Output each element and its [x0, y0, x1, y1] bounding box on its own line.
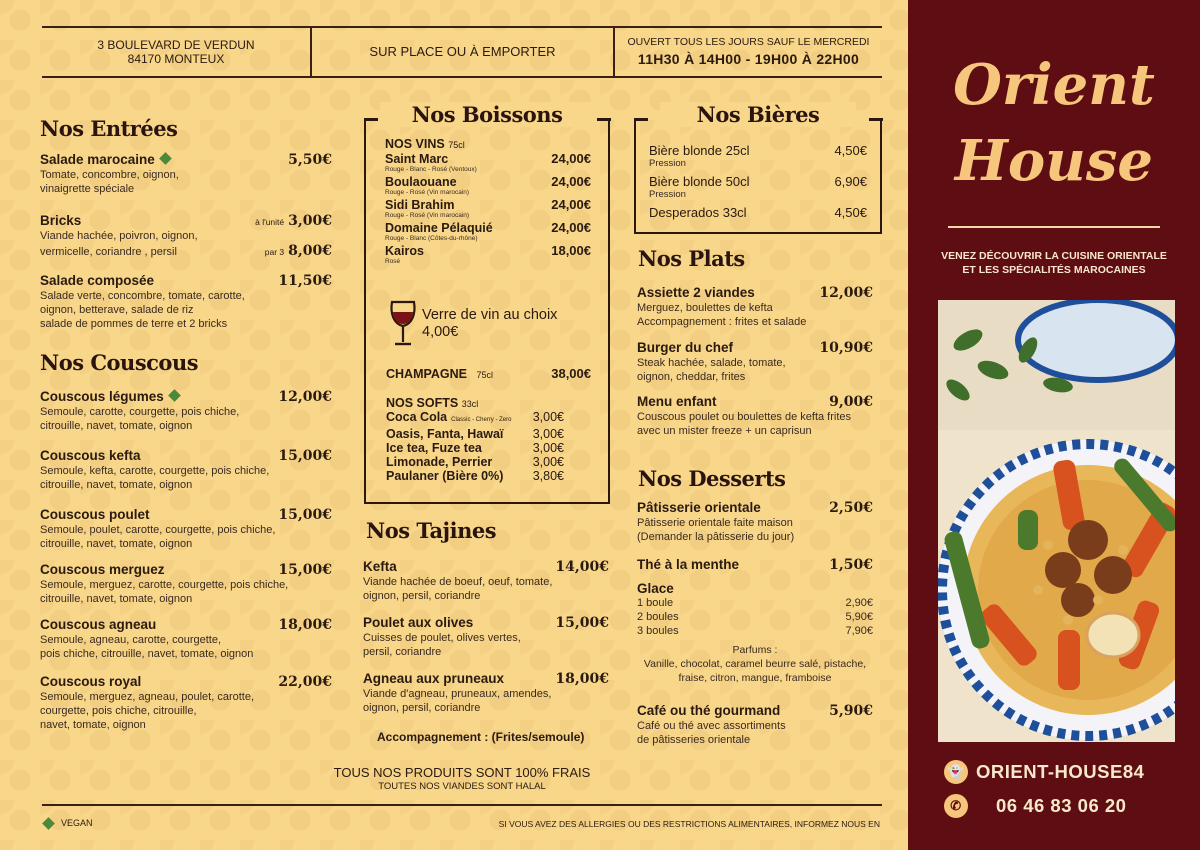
wine-name-block — [385, 175, 469, 197]
parfums-list: Vanille, chocolat, caramel beurre salé, pistache, — [643, 658, 867, 670]
wine-price: 18,00€ — [551, 243, 591, 258]
item-desc: avec un mister freeze + un caprisun — [637, 425, 812, 437]
item-desc: (Demander la pâtisserie du jour) — [637, 531, 795, 543]
menu-item-salade-marocaine — [40, 152, 332, 196]
beer-sub: Pression — [649, 158, 686, 169]
wine-name: Saint Marc — [385, 152, 449, 166]
menu-item-plat — [637, 340, 873, 384]
item-row — [363, 671, 609, 687]
vegan-legend — [42, 818, 93, 828]
wine-name-block — [385, 221, 493, 243]
wine-row — [385, 152, 591, 174]
item-desc: citrouille, navet, tomate, oignon — [40, 420, 193, 432]
menu-item-couscous — [40, 507, 332, 551]
item-desc: Steak hachée, salade, tomate, — [637, 357, 786, 369]
menu-item-glace — [637, 581, 873, 685]
item-desc: Pâtisserie orientale faite maison — [637, 517, 793, 529]
item-desc: Tomate, concombre, oignon, — [40, 169, 179, 181]
glace-label: 1 boule — [637, 597, 674, 609]
champagne-name: CHAMPAGNE — [386, 367, 468, 381]
item-name: Thé à la menthe — [637, 557, 740, 572]
wine-sub: Rouge - Rosé (Vin marocain) — [385, 189, 470, 196]
item-price: 12,00€ — [278, 389, 332, 405]
softs-size: 33cl — [461, 399, 479, 409]
beer-row — [649, 174, 867, 200]
opening-hours — [615, 28, 882, 76]
item-desc: Semoule, carotte, courgette, pois chiche, — [40, 406, 240, 418]
beer-sub: Pression — [649, 189, 686, 200]
item-desc: Couscous poulet ou boulettes de kefta frites — [637, 411, 852, 423]
softs-list — [386, 396, 591, 483]
menu-item-tajine — [363, 559, 609, 603]
soft-name — [386, 410, 511, 427]
couscous-heading: Nos Couscous — [40, 350, 199, 375]
menu-item-plat — [637, 394, 873, 438]
wine-name-block — [385, 152, 477, 174]
menu-item-couscous — [40, 389, 332, 433]
soft-name — [386, 441, 482, 455]
wine-sub: Rouge - Rosé (Vin marocain) — [385, 212, 470, 219]
menu-item-couscous — [40, 448, 332, 492]
snapchat-handle: ORIENT-HOUSE84 — [976, 761, 1145, 782]
wine-price: 24,00€ — [551, 220, 591, 235]
tajines-heading: Nos Tajines — [366, 518, 497, 543]
item-price — [255, 213, 332, 229]
item-name: Agneau aux pruneaux — [363, 671, 505, 686]
wine-glass-text: Verre de vin au choix — [422, 307, 558, 323]
item-name — [40, 562, 165, 577]
item-name: Pâtisserie orientale — [637, 500, 761, 515]
price-unit-label: à l'unité — [255, 217, 285, 227]
logo-line2: House — [954, 128, 1154, 194]
item-name-text: Couscous kefta — [40, 448, 141, 463]
parfums-list: fraise, citron, mangue, framboise — [678, 672, 832, 684]
item-name: Salade composée — [40, 273, 155, 288]
softs-section-label — [386, 396, 591, 410]
beer-price: 4,50€ — [834, 143, 867, 158]
snapchat-icon: 👻 — [944, 760, 968, 784]
soft-row — [386, 469, 564, 483]
wine-section-label — [385, 137, 591, 151]
item-desc: Café ou thé avec assortiments — [637, 720, 786, 732]
info-bar — [42, 26, 882, 78]
wine-name: Domaine Pélaquié — [385, 221, 493, 235]
soft-sub: Classic - Cherry - Zero — [451, 417, 512, 423]
service-type — [310, 28, 615, 76]
item-price: 5,50€ — [288, 152, 332, 168]
wine-sub: Rouge - Blanc (Côtes-du-rhône) — [385, 235, 478, 242]
beer-name: Bière blonde 50cl — [649, 174, 750, 189]
item-desc: courgette, pois chiche, citrouille, — [40, 705, 197, 717]
item-desc: Viande hachée de boeuf, oeuf, tomate, — [363, 576, 553, 588]
wine-name: Kairos — [385, 244, 424, 258]
item-desc: pois chiche, citrouille, navet, tomate, oignon — [40, 648, 254, 660]
wine-glass-price: 4,00€ — [422, 324, 459, 340]
soft-name-text: Limonade, Perrier — [386, 455, 493, 469]
glace-price: 7,90€ — [845, 625, 873, 637]
tajines-accompagnement: Accompagnement : (Frites/semoule) — [377, 730, 585, 744]
parfums-label: Parfums : — [732, 644, 778, 656]
soft-price: 3,80€ — [532, 469, 564, 483]
item-row — [363, 559, 609, 575]
item-name: Glace — [637, 581, 674, 596]
boissons-heading: Nos Boissons — [380, 102, 594, 127]
item-desc: Semoule, merguez, carotte, courgette, pois chiche, — [40, 579, 289, 591]
vegan-icon — [159, 152, 172, 165]
item-price: 18,00€ — [555, 671, 609, 687]
item-price: 15,00€ — [278, 562, 332, 578]
menu-item-salade-composee — [40, 273, 332, 331]
item-row — [40, 674, 332, 690]
item-row — [40, 507, 332, 523]
wine-size: 75cl — [448, 140, 465, 150]
item-desc: navet, tomate, oignon — [40, 719, 146, 731]
item-price: 11,50€ — [278, 273, 332, 289]
wine-name-block — [385, 198, 469, 220]
glace-price: 5,90€ — [845, 611, 873, 623]
item-name: Menu enfant — [637, 394, 717, 409]
vegan-icon — [168, 389, 181, 402]
couscous-photo — [938, 300, 1175, 742]
menu-item-plat — [637, 285, 873, 329]
item-desc: Semoule, agneau, carotte, courgette, — [40, 634, 222, 646]
item-name-text: Couscous légumes — [40, 389, 164, 404]
menu-item-tajine — [363, 615, 609, 659]
item-desc: oignon, betterave, salade de riz — [40, 304, 194, 316]
service-text: SUR PLACE OU À EMPORTER — [369, 44, 556, 60]
price-three: 8,00€ — [288, 243, 332, 259]
footer-divider — [42, 804, 882, 806]
champagne-size: 75cl — [476, 370, 494, 380]
item-row — [40, 617, 332, 633]
beer-name: Bière blonde 25cl — [649, 143, 750, 158]
item-desc: Cuisses de poulet, olives vertes, — [363, 632, 521, 644]
glace-price: 2,90€ — [845, 597, 873, 609]
glace-label: 3 boules — [637, 625, 679, 637]
beer-row — [649, 205, 867, 220]
item-desc: Semoule, merguez, agneau, poulet, carotte, — [40, 691, 255, 703]
item-name: Kefta — [363, 559, 397, 574]
address-line2: 84170 MONTEUX — [127, 52, 225, 66]
address-line1: 3 BOULEVARD DE VERDUN — [97, 37, 255, 52]
beer-row — [649, 143, 867, 169]
item-name — [40, 507, 150, 522]
item-price: 1,50€ — [829, 557, 873, 573]
item-name-text: Couscous poulet — [40, 507, 150, 522]
halal-notice: TOUTES NOS VIANDES SONT HALAL — [378, 781, 546, 792]
soft-price: 3,00€ — [532, 441, 564, 455]
wine-sub: Rouge - Blanc - Rosé (Ventoux) — [385, 166, 477, 173]
wine-row — [385, 175, 591, 197]
menu-item-bricks — [40, 209, 332, 259]
item-name — [40, 674, 141, 689]
menu-item-cafe — [637, 703, 873, 747]
item-price: 5,90€ — [829, 703, 873, 719]
wine-name-block — [385, 244, 424, 266]
item-price: 15,00€ — [278, 507, 332, 523]
logo-line1: Orient — [953, 52, 1155, 118]
item-desc: Merguez, boulettes de kefta — [637, 302, 773, 314]
logo-divider — [948, 226, 1160, 228]
menu-item-couscous — [40, 674, 332, 732]
item-name — [40, 152, 170, 167]
vegan-icon — [42, 817, 55, 830]
fresh-notice: TOUS NOS PRODUITS SONT 100% FRAIS — [333, 765, 591, 780]
item-price: 14,00€ — [555, 559, 609, 575]
item-desc: oignon, persil, coriandre — [363, 590, 481, 602]
tagline-line1: VENEZ DÉCOUVRIR LA CUISINE ORIENTALE — [941, 250, 1167, 262]
glace-label: 2 boules — [637, 611, 679, 623]
softs-label: NOS SOFTS — [386, 396, 459, 410]
address — [42, 28, 310, 76]
beer-price: 6,90€ — [834, 174, 867, 189]
item-name — [40, 617, 156, 632]
item-desc: Accompagnement : frites et salade — [637, 316, 807, 328]
champagne-label — [386, 367, 493, 381]
item-name-text: Couscous agneau — [40, 617, 157, 632]
beer-price: 4,50€ — [834, 205, 867, 220]
wine-price: 24,00€ — [551, 197, 591, 212]
item-row — [637, 394, 873, 410]
item-price: 22,00€ — [278, 674, 332, 690]
wine-list — [385, 137, 591, 266]
item-price: 15,00€ — [555, 615, 609, 631]
item-row — [363, 615, 609, 631]
item-desc: vermicelle, coriandre , persil — [40, 246, 177, 258]
phone-number: 06 46 83 06 20 — [996, 795, 1127, 816]
item-desc: Salade verte, concombre, tomate, carotte, — [40, 290, 245, 302]
item-desc: Semoule, kefta, carotte, courgette, pois chiche, — [40, 465, 270, 477]
item-name-text: Couscous royal — [40, 674, 142, 689]
phone-icon: ✆ — [944, 794, 968, 818]
snapchat-contact[interactable] — [944, 760, 1144, 784]
item-price: 12,00€ — [819, 285, 873, 301]
wine-name: Sidi Brahim — [385, 198, 455, 212]
item-desc: citrouille, navet, tomate, oignon — [40, 538, 193, 550]
wine-name: Boulaouane — [385, 175, 457, 189]
wine-row — [385, 198, 591, 220]
soft-price: 3,00€ — [532, 455, 564, 469]
soft-name — [386, 469, 503, 483]
wine-row — [385, 221, 591, 243]
glace-row — [637, 596, 873, 610]
soft-name-text: Ice tea, Fuze tea — [386, 441, 482, 455]
item-desc: Semoule, poulet, carotte, courgette, pois chiche, — [40, 524, 276, 536]
item-price — [265, 243, 332, 259]
glace-row — [637, 624, 873, 638]
tagline — [908, 249, 1200, 277]
soft-name-text: Oasis, Fanta, Hawaï — [386, 427, 504, 441]
item-desc: Viande d'agneau, pruneaux, amendes, — [363, 688, 552, 700]
item-row — [637, 340, 873, 356]
item-name: Bricks — [40, 213, 82, 228]
soft-name — [386, 455, 492, 469]
item-row — [40, 389, 332, 405]
item-desc: de pâtisseries orientale — [637, 734, 751, 746]
item-name: Poulet aux olives — [363, 615, 474, 630]
menu-item-patisserie — [637, 500, 873, 544]
item-row — [649, 143, 867, 158]
tagline-line2: ET LES SPÉCIALITÉS MAROCAINES — [962, 264, 1146, 276]
item-price: 15,00€ — [278, 448, 332, 464]
menu-item-couscous — [40, 617, 332, 661]
entrees-heading: Nos Entrées — [40, 116, 178, 141]
soft-price: 3,00€ — [532, 410, 564, 424]
price-three-label: par 3 — [264, 247, 285, 257]
item-row — [40, 562, 332, 578]
soft-row — [386, 441, 564, 455]
item-name: Café ou thé gourmand — [637, 703, 781, 718]
glace-row — [637, 610, 873, 624]
hours-times: 11H30 À 14H00 - 19H00 À 22H00 — [637, 50, 860, 67]
plats-heading: Nos Plats — [638, 246, 745, 271]
item-row — [637, 285, 873, 301]
item-price: 9,00€ — [829, 394, 873, 410]
item-desc: citrouille, navet, tomate, oignon — [40, 479, 193, 491]
menu-item-tajine — [363, 671, 609, 715]
soft-row — [386, 427, 564, 441]
desserts-heading: Nos Desserts — [638, 466, 786, 491]
item-desc: salade de pommes de terre et 2 bricks — [40, 318, 228, 330]
item-desc: vinaigrette spéciale — [40, 183, 135, 195]
beer-name: Desperados 33cl — [649, 205, 747, 220]
wine-sub: Rosé — [385, 258, 401, 265]
sidebar — [908, 0, 1200, 850]
phone-contact[interactable] — [944, 794, 1126, 818]
soft-row — [386, 455, 564, 469]
item-desc: oignon, cheddar, frites — [637, 371, 746, 383]
champagne-row — [386, 367, 591, 381]
item-row — [649, 205, 867, 220]
item-name-text: Salade marocaine — [40, 152, 155, 167]
soft-name-text: Paulaner (Bière 0%) — [386, 469, 504, 483]
item-name-text: Couscous merguez — [40, 562, 165, 577]
soft-price: 3,00€ — [532, 427, 564, 441]
item-name — [40, 389, 179, 404]
menu-item-the — [637, 557, 873, 573]
item-price: 10,90€ — [819, 340, 873, 356]
item-desc: Viande hachée, poivron, oignon, — [40, 230, 198, 242]
champagne-price: 38,00€ — [551, 366, 591, 381]
item-price: 18,00€ — [278, 617, 332, 633]
item-name — [40, 448, 141, 463]
item-price: 2,50€ — [829, 500, 873, 516]
bieres-heading: Nos Bières — [660, 102, 856, 127]
menu-item-couscous — [40, 562, 332, 606]
item-name: Burger du chef — [637, 340, 734, 355]
soft-name-text: Coca Cola — [386, 410, 448, 424]
soft-row — [386, 410, 564, 427]
hours-days: OUVERT TOUS LES JOURS SAUF LE MERCREDI — [627, 36, 870, 49]
soft-name — [386, 427, 503, 441]
wine-row — [385, 244, 591, 266]
wine-price: 24,00€ — [551, 151, 591, 166]
item-row — [40, 448, 332, 464]
item-desc: citrouille, navet, tomate, oignon — [40, 593, 193, 605]
vegan-label: VEGAN — [61, 818, 93, 828]
item-row — [649, 174, 867, 189]
allergies-notice: SI VOUS AVEZ DES ALLERGIES OU DES RESTRICTIONS ALIMENTAIRES, INFORMEZ NOUS EN — [498, 819, 880, 829]
wine-label: NOS VINS — [385, 137, 445, 151]
price-unit: 3,00€ — [288, 213, 332, 229]
wine-price: 24,00€ — [551, 174, 591, 189]
wine-glass-offer — [422, 307, 557, 341]
footer-notes — [42, 765, 882, 792]
item-desc: persil, coriandre — [363, 646, 442, 658]
item-name: Assiette 2 viandes — [637, 285, 755, 300]
item-desc: oignon, persil, coriandre — [363, 702, 481, 714]
